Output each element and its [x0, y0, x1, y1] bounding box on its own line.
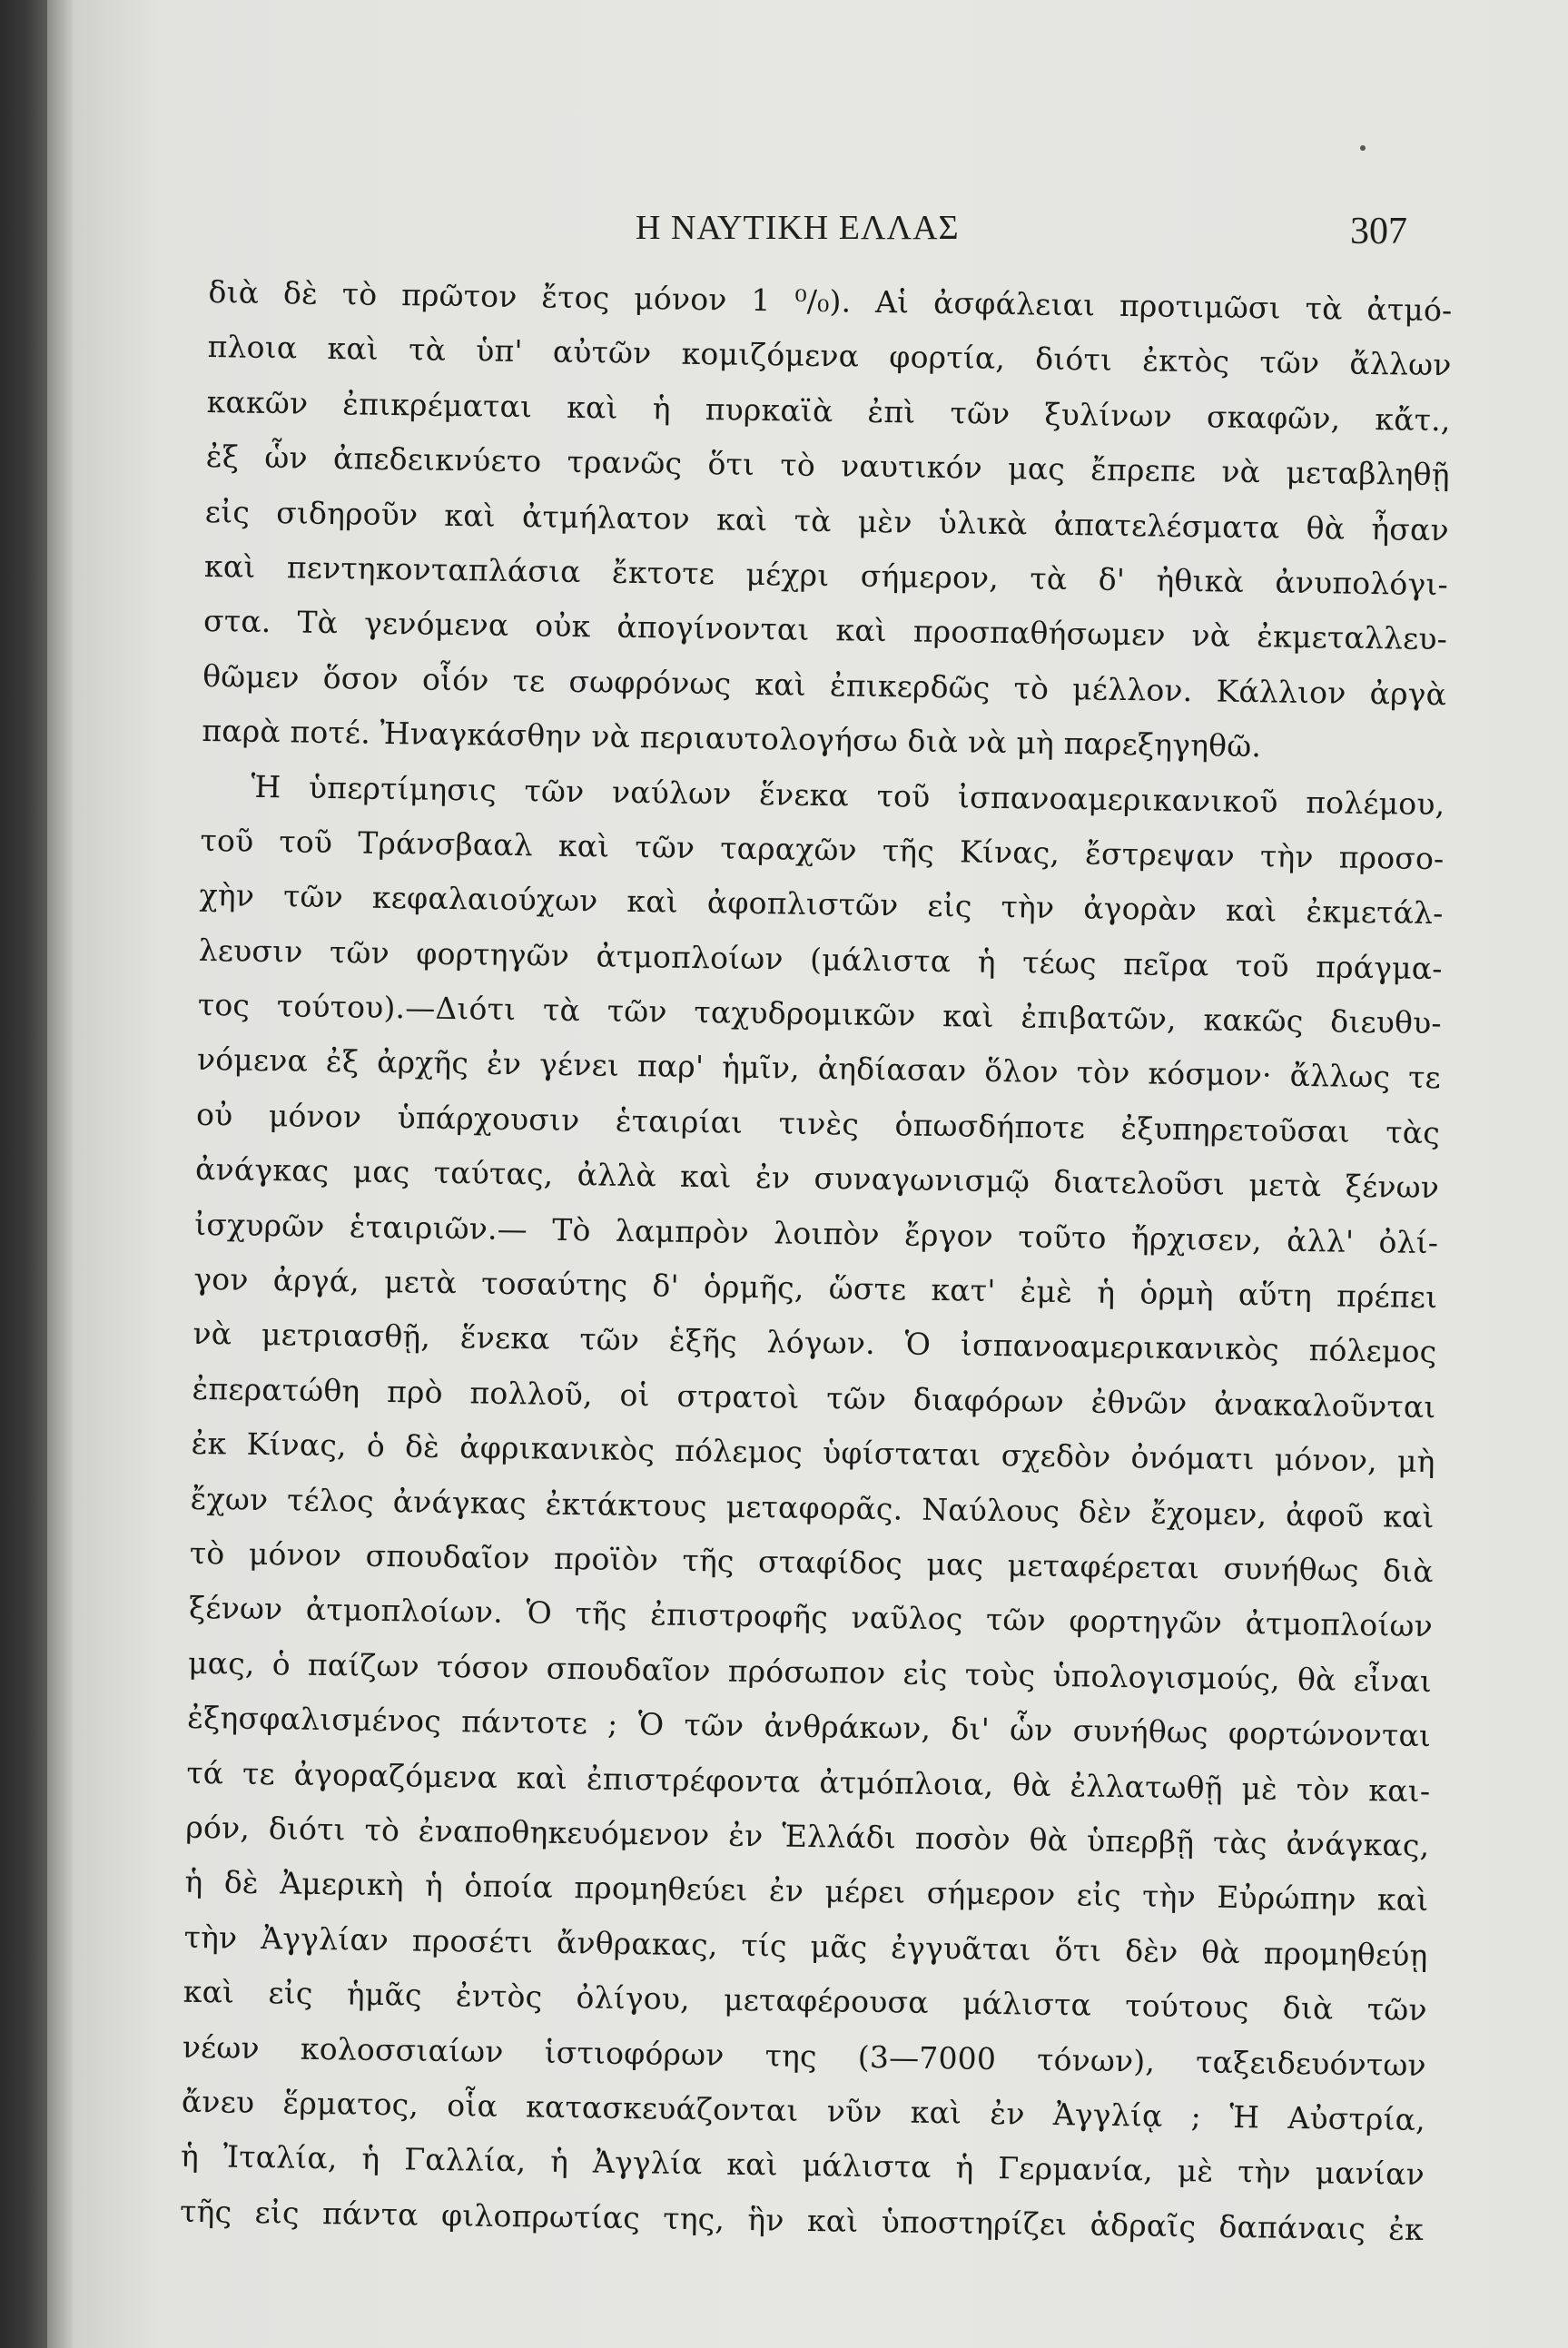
text-line: ἐκ Κίνας, ὁ δὲ ἀφρικανικὸς πόλεμος ὑφίσταται σχεδὸν ὀνόματι μόνον, μὴ — [191, 1426, 1435, 1480]
text-line: τὴν Ἀγγλίαν προσέτι ἄνθρακας, τίς μᾶς ἐγγυᾶται ὅτι δὲν θὰ προμηθεύῃ — [183, 1919, 1428, 1973]
text-line: οὐ μόνον ὑπάρχουσιν ἑταιρίαι τινὲς ὁπωσδήποτε ἐξυπηρετοῦσαι τὰς — [195, 1096, 1441, 1151]
text-line: ἄνευ ἕρματος, οἷα κατασκευάζονται νῦν καὶ ἐν Ἀγγλίᾳ ; Ἡ Αὐστρία, — [181, 2083, 1426, 2137]
text-line: μας, ὁ παίζων τόσον σπουδαῖον πρόσωπον εἰς τοὺς ὑπολογισμούς, θὰ εἶναι — [187, 1644, 1433, 1699]
text-line: νέων κολοσσιαίων ἱστιοφόρων της (3—7000 τόνων), ταξειδευόντων — [182, 2028, 1427, 2083]
text-line: παρὰ ποτέ. Ἠναγκάσθην νὰ περιαυτολογήσω διὰ νὰ μὴ παρεξηγηθῶ. — [202, 713, 1262, 765]
text-line: ἡ δὲ Ἀμερικὴ ἡ ὁποία προμηθεύει ἐν μέρει σήμερον εἰς τὴν Εὐρώπην καὶ — [184, 1864, 1429, 1919]
text-line: γον ἀργά, μετὰ τοσαύτης δ' ὁρμῆς, ὥστε κατ' ἐμὲ ἡ ὁρμὴ αὕτη πρέπει — [193, 1260, 1438, 1316]
text-line: καὶ εἰς ἡμᾶς ἐντὸς ὀλίγου, μεταφέρουσα μάλιστα τούτους διὰ τῶν — [182, 1973, 1427, 2028]
text-line: διὰ δὲ τὸ πρῶτον ἔτος μόνον 1 ⁰/₀). Αἱ ἀσφάλειαι προτιμῶσι τὰ ἀτμό- — [208, 273, 1453, 329]
text-line: νόμενα ἐξ ἀρχῆς ἐν γένει παρ' ἡμῖν, ἀηδίασαν ὅλον τὸν κόσμον· ἄλλως τε — [196, 1041, 1442, 1096]
binding-shadow — [47, 0, 73, 2348]
text-line: ἰσχυρῶν ἑταιριῶν.— Τὸ λαμπρὸν λοιπὸν ἔργον τοῦτο ἤρχισεν, ἀλλ' ὀλί- — [194, 1206, 1439, 1260]
text-line: θῶμεν ὅσον οἷόν τε σωφρόνως καὶ ἐπικερδῶς τὸ μέλλον. Κάλλιον ἀργὰ — [202, 657, 1447, 713]
text-line: λευσιν τῶν φορτηγῶν ἀτμοπλοίων (μάλιστα ἡ τέως πεῖρα τοῦ πράγμα- — [198, 932, 1443, 986]
page-header — [73, 195, 1435, 259]
text-line: στα. Τὰ γενόμενα οὐκ ἀπογίνονται καὶ προσπαθήσωμεν νὰ ἐκμεταλλευ- — [202, 603, 1448, 657]
book-binding — [0, 0, 47, 2348]
text-line: καὶ πεντηκονταπλάσια ἔκτοτε μέχρι σήμερον, τὰ δ' ἠθικὰ ἀνυπολόγι- — [203, 548, 1449, 603]
text-line: τῆς εἰς πάντα φιλοπρωτίας της, ἣν καὶ ὑποστηρίζει ἁδραῖς δαπάναις ἐκ — [179, 2193, 1425, 2247]
text-line: εἰς σιδηροῦν καὶ ἀτμήλατον καὶ τὰ μὲν ὑλικὰ ἀπατελέσματα θὰ ἦσαν — [204, 493, 1450, 548]
text-line: ρόν, διότι τὸ ἐναποθηκευόμενον ἐν Ἑλλάδι ποσὸν θὰ ὑπερβῇ τὰς ἀνάγκας, — [185, 1809, 1430, 1864]
text-line: ξένων ἀτμοπλοίων. Ὁ τῆς ἐπιστροφῆς ναῦλος τῶν φορτηγῶν ἀτμοπλοίων — [188, 1590, 1434, 1644]
text-line: ἐπερατώθη πρὸ πολλοῦ, οἱ στρατοὶ τῶν διαφόρων ἐθνῶν ἀνακαλοῦνται — [192, 1370, 1436, 1425]
body-text — [180, 265, 1453, 2257]
text-line: τοῦ τοῦ Τράνσβααλ καὶ τῶν ταραχῶν τῆς Κίνας, ἔστρεψαν τὴν προσο- — [200, 822, 1445, 877]
page-number: 307 — [1350, 211, 1407, 252]
text-line: ἀνάγκας μας ταύτας, ἀλλὰ καὶ ἐν συναγωνισμῷ διατελοῦσι μετὰ ξένων — [194, 1151, 1440, 1206]
text-line: νὰ μετριασθῇ, ἕνεκα τῶν ἑξῆς λόγων. Ὁ ἰσπανοαμερικανικὸς πόλεμος — [192, 1316, 1437, 1370]
text-line: τος τούτου).—Διότι τὰ τῶν ταχυδρομικῶν καὶ ἐπιβατῶν, κακῶς διευθυ- — [197, 986, 1443, 1041]
text-line: πλοια καὶ τὰ ὑπ' αὐτῶν κομιζόμενα φορτία, διότι ἐκτὸς τῶν ἄλλων — [207, 329, 1452, 383]
text-line: ἐξησφαλισμένος πάντοτε ; Ὁ τῶν ἀνθράκων, δι' ὧν συνήθως φορτώνονται — [186, 1699, 1432, 1754]
text-line: τὸ μόνον σπουδαῖον προϊὸν τῆς σταφίδος μας μεταφέρεται συνήθως διὰ — [189, 1534, 1435, 1590]
running-title: Η ΝΑΥΤΙΚΗ ΕΛΛΑΣ — [636, 209, 960, 247]
text-line: ἐξ ὧν ἀπεδεικνύετο τρανῶς ὅτι τὸ ναυτικόν μας ἔπρεπε νὰ μεταβληθῇ — [205, 439, 1451, 493]
text-line: ἔχων τέλος ἀνάγκας ἐκτάκτους μεταφορᾶς. Ναύλους δὲν ἔχομεν, ἀφοῦ καὶ — [190, 1480, 1435, 1534]
text-line: τά τε ἀγοραζόμενα καὶ ἐπιστρέφοντα ἀτμόπλοια, θὰ ἐλλατωθῇ μὲ τὸν και- — [186, 1754, 1431, 1809]
text-line: χὴν τῶν κεφαλαιούχων καὶ ἀφοπλιστῶν εἰς τὴν ἀγορὰν καὶ ἐκμετάλ- — [199, 877, 1444, 932]
text-line: Ἡ ὑπερτίμησις τῶν ναύλων ἕνεκα τοῦ ἰσπανοαμερικανικοῦ πολέμου, — [251, 768, 1445, 822]
text-line: ἡ Ἰταλία, ἡ Γαλλία, ἡ Ἀγγλία καὶ μάλιστα ἡ Γερμανία, μὲ τὴν μανίαν — [180, 2138, 1425, 2193]
book-page — [73, 0, 1568, 2348]
paper-speck — [1360, 145, 1366, 151]
text-line: κακῶν ἐπικρέμαται καὶ ἡ πυρκαϊὰ ἐπὶ τῶν ξυλίνων σκαφῶν, κἄτ., — [206, 383, 1451, 439]
